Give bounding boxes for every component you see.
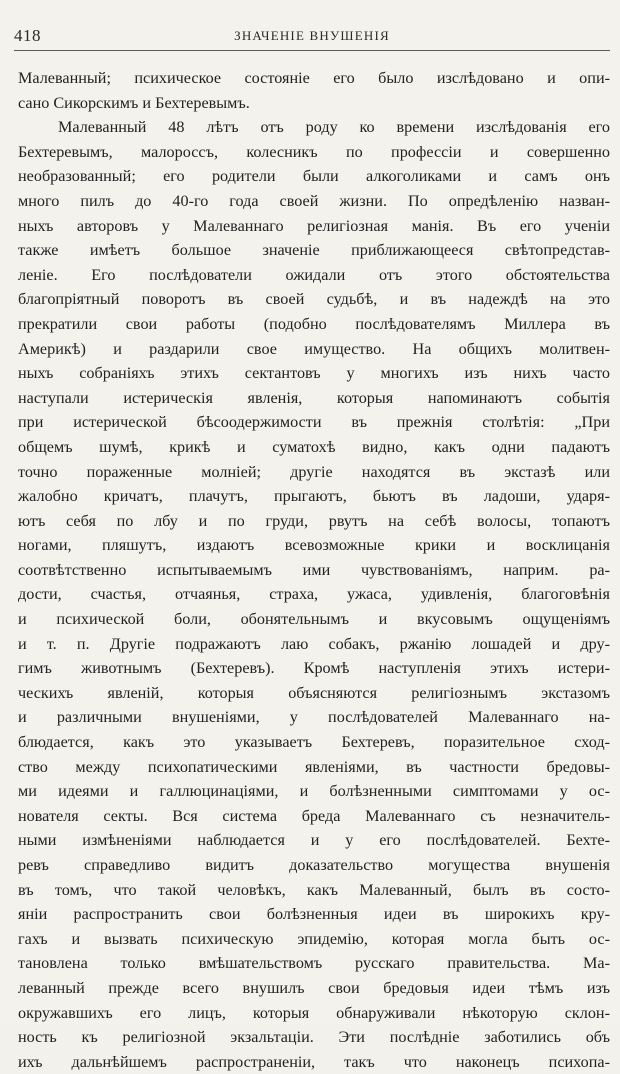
page-number: 418 [14, 26, 41, 45]
text-line: точно пораженные молніей; другіе находятся въ экстазѣ или [18, 462, 610, 481]
text-line: леніе. Его послѣдователи ожидали отъ этого обстоятельства [18, 265, 610, 284]
text-line: прекратили свои работы (подобно послѣдователямъ Миллера въ [18, 314, 610, 333]
text-line: ревъ справедливо видитъ доказательство могущества внушенія [18, 856, 610, 874]
text-line: ческихъ явленій, которыя объясняются религіознымъ экстазомъ [18, 683, 610, 702]
text-line: жалобно кричатъ, плачутъ, прыгаютъ, бьютъ въ ладоши, ударя- [18, 487, 610, 506]
text-line: въ томъ, что такой человѣкъ, какъ Малеванный, былъ въ состо- [18, 880, 610, 899]
text-line: гахъ и вызвать психическую эпидемію, которая могла быть ос- [18, 929, 610, 948]
text-line: и различными внушеніями, у послѣдователей Малеваннаго на- [18, 708, 610, 727]
text-line: благопріятный поворотъ въ своей судьбѣ, и въ надеждѣ на это [18, 290, 610, 309]
text-line: Америкѣ) и раздарили свое имущество. На общихъ молитвен- [18, 339, 610, 358]
text-line: также имѣетъ большое значеніе приближающееся свѣтопредстав- [18, 241, 610, 260]
text-line: тановлена только вмѣшательствомъ русскаго правительства. Ма- [18, 954, 610, 973]
text-line: ныхъ собраніяхъ этихъ сектантовъ у многихъ изъ нихъ часто [18, 364, 610, 383]
text-line: гимъ животнымъ (Бехтеревъ). Кромѣ наступленія этихъ истери- [18, 659, 610, 678]
text-line: ихъ дальнѣйшемъ распространеніи, такъ что наконецъ психопа- [18, 1052, 610, 1071]
text-line: и т. п. Другіе подражаютъ лаю собакъ, ржанію лошадей и дру- [18, 634, 610, 653]
text-line: ность къ религіозной экзальтаціи. Эти послѣдніе заботились объ [18, 1028, 610, 1047]
text-line: Малеванный 48 лѣтъ отъ роду ко времени изслѣдованія его [58, 118, 610, 137]
text-line: ногами, пляшутъ, издаютъ всевозможные крики и восклицанія [18, 536, 610, 555]
text-line: много пилъ до 40-го года своей жизни. По опредѣленію назван- [18, 191, 610, 210]
running-head: ЗНАЧЕНІЕ ВНУШЕНІЯ [234, 28, 390, 43]
text-line: ныхъ авторовъ у Малеваннаго религіозная манія. Въ его ученіи [18, 216, 610, 235]
text-line: необразованный; его родители были алкоголиками и самъ онъ [18, 167, 610, 186]
header-rule [14, 50, 610, 51]
text-line: нователя секты. Вся система бреда Малеваннаго съ незначитель- [18, 806, 610, 825]
text-line: окружавшихъ его лицъ, которыя обнаруживали нѣкоторую склон- [18, 1003, 610, 1022]
text-line: и психической боли, обонятельнымъ и вкусовымъ ощущеніямъ [18, 610, 610, 629]
text-line: ство между психопатическими явленіями, въ частности бредовы- [18, 757, 610, 776]
text-line: Бехтеревымъ, малороссъ, колесникъ по профессіи и совершенно [18, 142, 610, 161]
text-line: Малеванный; психическое состояніе его было изслѣдовано и опи- [18, 69, 610, 87]
text-line: ми идеями и галлюцинаціями, и болѣзненными симптомами у ос- [18, 782, 610, 801]
body-text [18, 66, 610, 1074]
text-line: блюдается, какъ это указываетъ Бехтеревъ, поразительное сход- [18, 733, 610, 752]
text-line: сано Сикорскимъ и Бехтеревымъ. [18, 93, 250, 112]
text-line: наступали истерическія явленія, которыя напоминаютъ событія [18, 388, 610, 407]
text-line: ными измѣненіями наблюдается и у его послѣдователей. Бехте- [18, 831, 610, 850]
text-line: леванный прежде всего внушилъ свои бредовыя идеи тѣмъ изъ [18, 978, 610, 997]
text-line: при истерической бѣсоодержимости въ прежнія столѣтія: „При [18, 413, 610, 432]
text-line: общемъ шумѣ, крикѣ и суматохѣ видно, какъ одни падаютъ [18, 437, 610, 456]
text-line: дости, счастья, отчаянья, страха, ужаса, удивленія, благоговѣнія [18, 585, 610, 604]
page-header [14, 26, 610, 48]
text-line: ютъ себя по лбу и по груди, рвутъ на себѣ волосы, топаютъ [18, 511, 610, 530]
text-line: яніи распространить свои болѣзненныя идеи въ широкихъ кру- [18, 905, 610, 924]
text-line: соотвѣтственно испытываемымъ ими чувствованіямъ, наприм. ра- [18, 560, 610, 579]
